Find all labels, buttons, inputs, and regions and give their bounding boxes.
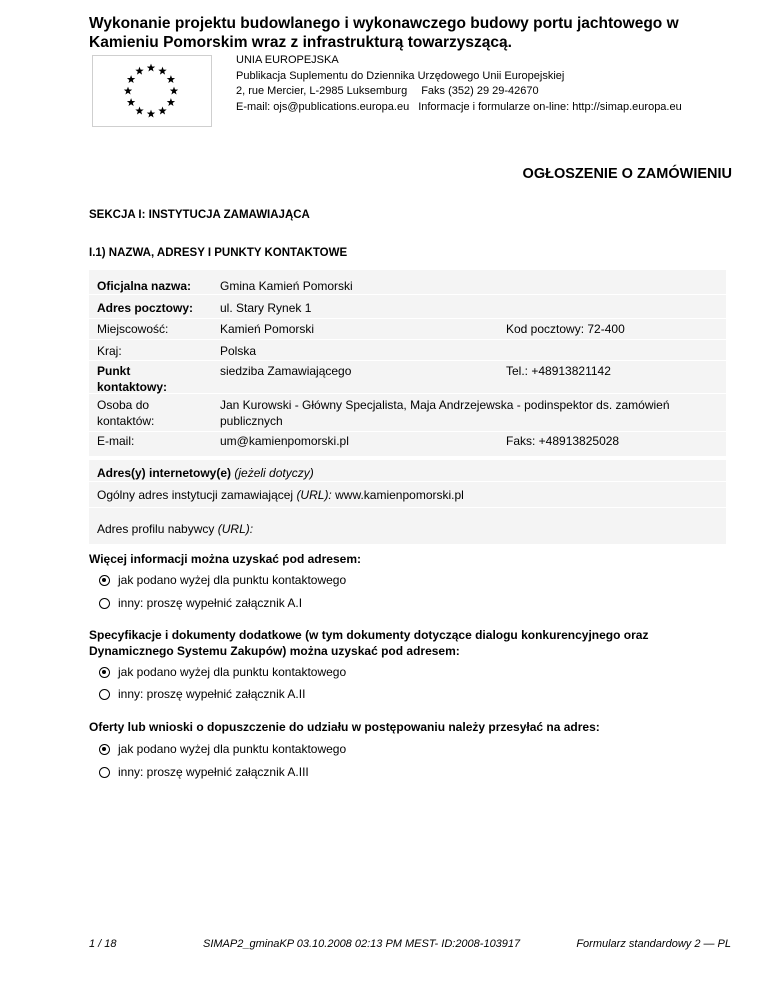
more-info-heading: Więcej informacji można uzyskać pod adresem: (89, 552, 361, 566)
offers-option-2: inny: proszę wypełnić załącznik A.III (118, 765, 309, 779)
flag-star-icon (147, 64, 155, 72)
document-title: Wykonanie projektu budowlanego i wykonawczego budowy portu jachtowego w Kamieniu Pomorskim wraz z infrastrukturą towarzyszącą. (89, 15, 679, 51)
flag-star-icon (135, 67, 143, 75)
flag-star-icon (127, 75, 135, 83)
label-email: E-mail: (97, 434, 135, 448)
flag-star-icon (167, 75, 175, 83)
value-town: Kamień Pomorski (220, 322, 315, 336)
label-town: Miejscowość: (97, 322, 169, 336)
flag-star-icon (158, 67, 166, 75)
specs-option-1: jak podano wyżej dla punktu kontaktowego (118, 665, 347, 679)
publisher-address-line (236, 84, 682, 100)
document-id: SIMAP2_gminaKP 03.10.2008 02:13 PM MEST- ID:2008-103917 (203, 938, 521, 950)
flag-star-icon (147, 110, 155, 118)
label-contact-point: Punkt kontaktowy: (97, 364, 168, 394)
offers-option-1: jak podano wyżej dla punktu kontaktowego (118, 742, 347, 756)
form-name: Formularz standardowy 2 — PL (576, 938, 731, 950)
label-contact-person: Osoba do kontaktów: (97, 398, 155, 428)
radio-selected-icon[interactable] (99, 667, 110, 678)
flag-star-icon (167, 98, 175, 106)
value-country: Polska (220, 344, 257, 358)
radio-selected-icon[interactable] (99, 744, 110, 755)
label-official-name: Oficjalna nazwa: (97, 279, 192, 293)
value-email[interactable]: um@kamienpomorski.pl (220, 434, 349, 448)
general-address-line: Ogólny adres instytucji zamawiającej (URL): www.kamienpomorski.pl (97, 488, 464, 502)
radio-empty-icon[interactable] (99, 767, 110, 778)
publisher-address: 2, rue Mercier, L-2985 Luksemburg (236, 85, 408, 97)
publisher-contact-line (236, 100, 682, 116)
flag-star-icon (158, 107, 166, 115)
label-postal-address: Adres pocztowy: (97, 301, 194, 315)
section-subtitle: I.1) NAZWA, ADRESY I PUNKTY KONTAKTOWE (89, 247, 348, 259)
flag-star-icon (127, 98, 135, 106)
radio-selected-icon[interactable] (99, 575, 110, 586)
radio-empty-icon[interactable] (99, 689, 110, 700)
value-contact-point: siedziba Zamawiającego (220, 364, 352, 378)
value-contact-person: Jan Kurowski - Główny Specjalista, Maja Andrzejewska - podinspektor ds. zamówień publicznych (220, 398, 670, 428)
specs-heading: Specyfikacje i dokumenty dodatkowe (w tym dokumenty dotyczące dialogu konkurencyjnego oraz Dynamicznego Systemu Zakupów) można uzyskać pod adresem: (89, 628, 649, 658)
value-postal-address: ul. Stary Rynek 1 (220, 301, 312, 315)
internet-heading: Adres(y) internetowy(e) (jeżeli dotyczy) (97, 466, 314, 480)
notice-title: OGŁOSZENIE O ZAMÓWIENIU (522, 166, 732, 182)
page-number: 1 / 18 (89, 938, 117, 950)
flag-star-icon (124, 87, 132, 95)
publisher-block (236, 53, 682, 115)
buyer-profile-line: Adres profilu nabywcy (URL): (97, 522, 254, 536)
publisher-fax: Faks (352) 29 29-42670 (421, 85, 539, 97)
more-info-option-1: jak podano wyżej dla punktu kontaktowego (118, 573, 347, 587)
value-postal-code: Kod pocztowy: 72-400 (506, 322, 625, 336)
offers-heading: Oferty lub wnioski o dopuszczenie do udziału w postępowaniu należy przesyłać na adres: (89, 720, 600, 734)
section-title: SEKCJA I: INSTYTUCJA ZAMAWIAJĄCA (89, 209, 310, 221)
flag-star-icon (135, 107, 143, 115)
eu-name: UNIA EUROPEJSKA (236, 54, 339, 66)
value-official-name: Gmina Kamień Pomorski (220, 279, 353, 293)
publisher-email: E-mail: ojs@publications.europa.eu (236, 100, 410, 113)
radio-empty-icon[interactable] (99, 598, 110, 609)
eu-flag-icon (92, 55, 212, 127)
publisher-info-link[interactable]: Informacje i formularze on-line: http://simap.europa.eu (418, 100, 682, 113)
flag-star-icon (170, 87, 178, 95)
value-fax: Faks: +48913825028 (506, 434, 620, 448)
specs-option-2: inny: proszę wypełnić załącznik A.II (118, 687, 306, 701)
value-phone: Tel.: +48913821142 (506, 364, 611, 378)
more-info-option-2: inny: proszę wypełnić załącznik A.I (118, 596, 303, 610)
publication-name: Publikacja Suplementu do Dziennika Urzędowego Unii Europejskiej (236, 69, 565, 82)
label-country: Kraj: (97, 344, 122, 358)
general-url-link[interactable]: www.kamienpomorski.pl (335, 488, 464, 502)
